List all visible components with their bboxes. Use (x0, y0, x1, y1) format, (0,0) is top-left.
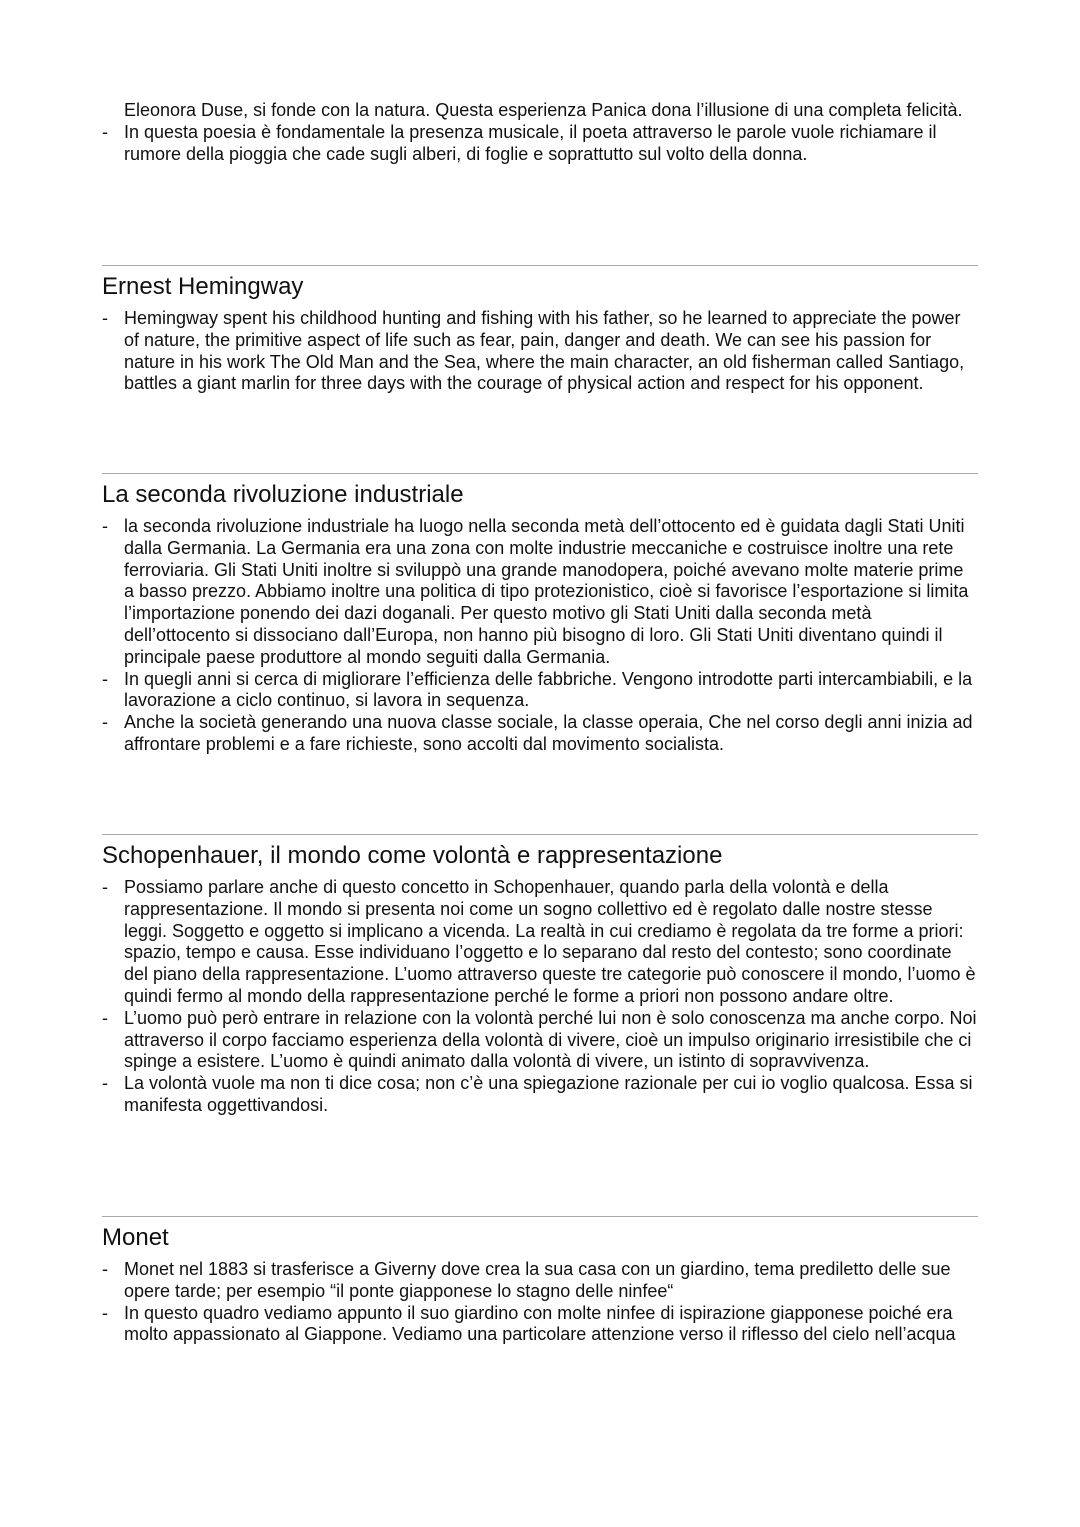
list-item (102, 1303, 978, 1347)
list-item (102, 122, 982, 166)
bullet-dash: - (102, 1302, 108, 1323)
bullet-text: Monet nel 1883 si trasferisce a Giverny dove crea la sua casa con un giardino, tema prediletto delle sue opere tarde; per esempio “il ponte giapponese lo stagno delle ninfee“ (124, 1259, 951, 1301)
bullet-text: Anche la società generando una nuova classe sociale, la classe operaia, Che nel corso degli anni inizia ad affrontare problemi e a fare richieste, sono accolti dal movimento socialista. (124, 712, 973, 754)
bullet-text: In questa poesia è fondamentale la presenza musicale, il poeta attraverso le parole vuole richiamare il rumore della pioggia che cade sugli alberi, di foglie e soprattutto sul volto della donna. (124, 121, 937, 164)
bullet-text: In questo quadro vediamo appunto il suo giardino con molte ninfee di ispirazione giapponese poiché era molto appassionato al Giappone. Vediamo una particolare attenzione verso il riflesso del cielo nell’acqua (124, 1302, 956, 1345)
section-title: Ernest Hemingway (102, 273, 304, 300)
list-item (102, 308, 978, 395)
bullet-text: L’uomo può però entrare in relazione con la volontà perché lui non è solo conoscenza ma anche corpo. Noi attraverso il corpo facciamo esperienza della volontà di vivere, cioè un impulso originario irresistibile che ci spinge a esistere. L’uomo è quindi animato dalla volontà di vivere, un istinto di sopravvivenza. (124, 1007, 977, 1072)
list-item (102, 1259, 978, 1303)
bullet-text: In quegli anni si cerca di migliorare l’efficienza delle fabbriche. Vengono introdotte parti intercambiabili, e la lavorazione a ciclo continuo, si lavora in sequenza. (124, 668, 973, 711)
bullet-dash: - (102, 668, 108, 689)
section-title: La seconda rivoluzione industriale (102, 481, 464, 508)
section-divider (102, 265, 978, 266)
section-title: Schopenhauer, il mondo come volontà e rappresentazione (102, 842, 723, 869)
bullet-dash: - (102, 1259, 108, 1279)
intro-bullet-list (102, 122, 982, 166)
bullet-list (102, 516, 978, 756)
bullet-dash: - (102, 1073, 108, 1094)
bullet-dash: - (102, 516, 108, 536)
section-divider (102, 834, 978, 835)
bullet-dash: - (102, 121, 108, 142)
section-rivoluzione-industriale (102, 473, 978, 756)
bullet-text: Hemingway spent his childhood hunting and fishing with his father, so he learned to appreciate the power of nature, the primitive aspect of life such as fear, pain, danger and death. We can see his passion for nature in his work The Old Man and the Sea, where the main character, an old fisherman called Santiago, battles a giant marlin for three days with the courage of physical action and respect for his opponent. (124, 308, 965, 394)
list-item (102, 669, 978, 713)
bullet-dash: - (102, 308, 108, 328)
bullet-dash: - (102, 712, 108, 733)
section-divider (102, 473, 978, 474)
bullet-text: Possiamo parlare anche di questo concetto in Schopenhauer, quando parla della volontà e della rappresentazione. Il mondo si presenta noi come un sogno collettivo ed è regolato dalle nostre stesse leggi. Soggetto e oggetto si implicano a vicenda. La realtà in cui crediamo è regolata da tre forme a priori: spazio, tempo e causa. Esse individuano l’oggetto e lo separano dal resto del contesto; sono coordinate del piano della rappresentazione. L’uomo attraverso queste tre categorie può conoscere il mondo, l’uomo è quindi fermo al mondo della rappresentazione perché le forme a priori non possono andare oltre. (124, 877, 976, 1006)
intro-block (102, 100, 982, 165)
list-item (102, 516, 978, 669)
bullet-text: la seconda rivoluzione industriale ha luogo nella seconda metà dell’ottocento ed è guidata dagli Stati Uniti dalla Germania. La Germania era una zona con molte industrie meccaniche e costruisce inoltre una rete ferroviaria. Gli Stati Uniti inoltre si sviluppò una grande manodopera, poiché avevano molte materie prime a basso prezzo. Abbiamo inoltre una politica di tipo protezionistico, cioè si favorisce l’esportazione si limita l’importazione ponendo dei dazi doganali. Per questo motivo gli Stati Uniti dalla seconda metà dell’ottocento si dissociano dall’Europa, non hanno più bisogno di loro. Gli Stati Uniti diventano quindi il principale paese produttore al mondo seguiti dalla Germania. (124, 516, 969, 667)
list-item (102, 1008, 978, 1073)
intro-continuation: Eleonora Duse, si fonde con la natura. Questa esperienza Panica dona l’illusione di una completa felicità. (124, 100, 963, 120)
bullet-dash: - (102, 877, 108, 897)
section-divider (102, 1216, 978, 1217)
bullet-list (102, 1259, 978, 1346)
section-monet (102, 1216, 978, 1346)
bullet-list (102, 877, 978, 1117)
list-item (102, 712, 978, 756)
bullet-list (102, 308, 978, 395)
section-schopenhauer (102, 834, 978, 1117)
list-item (102, 877, 978, 1008)
section-hemingway (102, 265, 978, 395)
bullet-text: La volontà vuole ma non ti dice cosa; non c’è una spiegazione razionale per cui io voglio qualcosa. Essa si manifesta oggettivandosi. (124, 1073, 973, 1115)
list-item (102, 1073, 978, 1117)
section-title: Monet (102, 1224, 169, 1251)
bullet-dash: - (102, 1007, 108, 1028)
